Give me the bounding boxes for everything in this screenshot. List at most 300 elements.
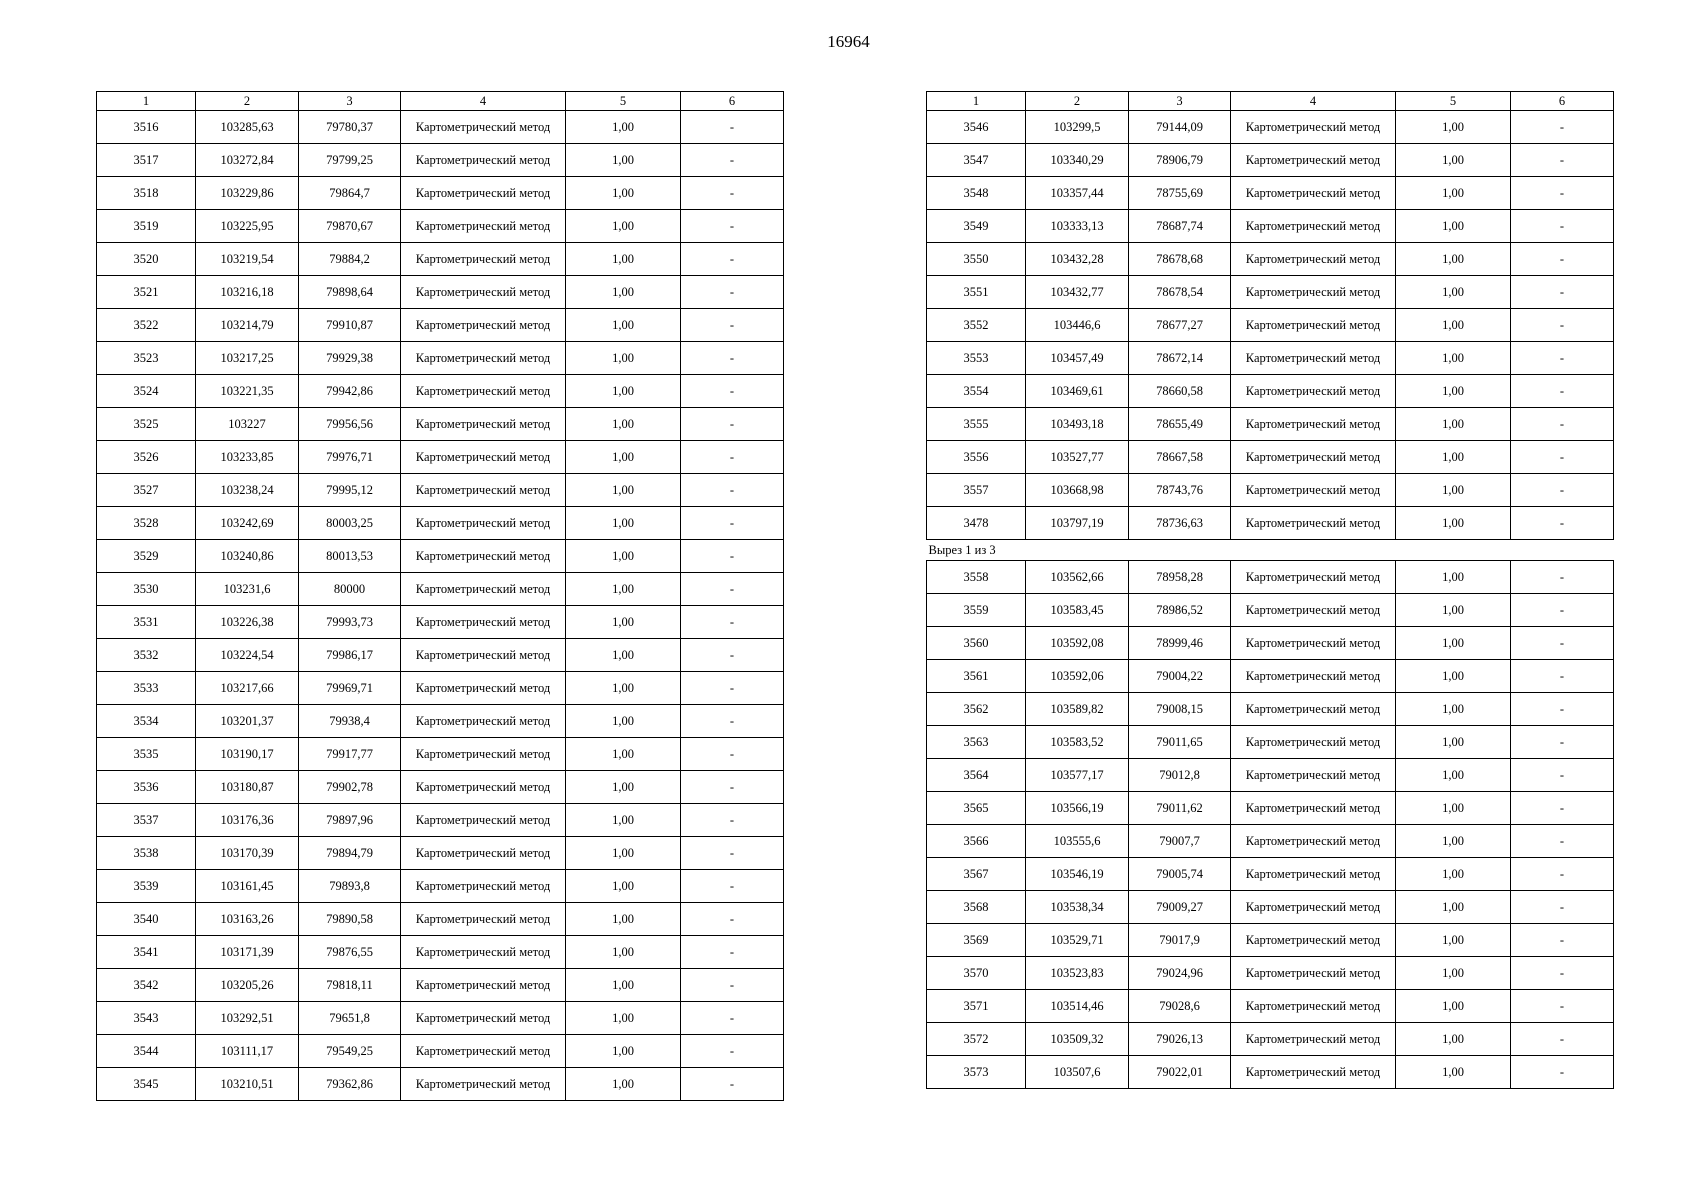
method-cell: Картометрический метод [401,969,566,1002]
accuracy-cell: 1,00 [566,1035,681,1068]
x-coordinate-cell: 103523,83 [1026,957,1129,990]
x-coordinate-cell: 103180,87 [196,771,299,804]
y-coordinate-cell: 79007,7 [1129,825,1231,858]
accuracy-cell: 1,00 [1396,144,1511,177]
note-cell: - [1511,858,1614,891]
note-cell: - [681,705,784,738]
x-coordinate-cell: 103469,61 [1026,375,1129,408]
note-cell: - [1511,276,1614,309]
point-number-cell: 3539 [97,870,196,903]
method-cell: Картометрический метод [401,507,566,540]
note-cell: - [1511,1023,1614,1056]
method-cell: Картометрический метод [1231,111,1396,144]
accuracy-cell: 1,00 [566,672,681,705]
y-coordinate-cell: 79890,58 [299,903,401,936]
table-header-row [927,92,1614,111]
method-cell: Картометрический метод [401,441,566,474]
x-coordinate-cell: 103205,26 [196,969,299,1002]
note-cell: - [1511,627,1614,660]
x-coordinate-cell: 103432,77 [1026,276,1129,309]
method-cell: Картометрический метод [401,276,566,309]
method-cell: Картометрический метод [1231,726,1396,759]
method-cell: Картометрический метод [1231,276,1396,309]
table-row [97,342,784,375]
note-cell: - [1511,375,1614,408]
accuracy-cell: 1,00 [566,936,681,969]
method-cell: Картометрический метод [1231,441,1396,474]
y-coordinate-cell: 79976,71 [299,441,401,474]
point-number-cell: 3555 [927,408,1026,441]
table-row [927,507,1614,540]
table-row [97,771,784,804]
column-header: 6 [681,92,784,111]
accuracy-cell: 1,00 [1396,375,1511,408]
note-cell: - [681,738,784,771]
column-header: 3 [1129,92,1231,111]
column-header: 4 [1231,92,1396,111]
point-number-cell: 3573 [927,1056,1026,1089]
y-coordinate-cell: 79549,25 [299,1035,401,1068]
method-cell: Картометрический метод [401,111,566,144]
table-row [927,594,1614,627]
y-coordinate-cell: 79942,86 [299,375,401,408]
method-cell: Картометрический метод [401,738,566,771]
method-cell: Картометрический метод [1231,660,1396,693]
column-header: 6 [1511,92,1614,111]
x-coordinate-cell: 103592,06 [1026,660,1129,693]
accuracy-cell: 1,00 [1396,276,1511,309]
note-cell: - [681,1035,784,1068]
table-row [97,738,784,771]
accuracy-cell: 1,00 [1396,474,1511,507]
note-cell: - [1511,660,1614,693]
point-number-cell: 3543 [97,1002,196,1035]
x-coordinate-cell: 103299,5 [1026,111,1129,144]
note-cell: - [1511,561,1614,594]
point-number-cell: 3549 [927,210,1026,243]
table-row [97,144,784,177]
x-coordinate-cell: 103171,39 [196,936,299,969]
point-number-cell: 3571 [927,990,1026,1023]
method-cell: Картометрический метод [401,309,566,342]
note-cell: - [681,936,784,969]
table-row [927,375,1614,408]
accuracy-cell: 1,00 [566,243,681,276]
note-cell: - [1511,924,1614,957]
table-row [927,1023,1614,1056]
note-cell: - [681,837,784,870]
note-cell: - [1511,309,1614,342]
table-row [97,243,784,276]
note-cell: - [1511,507,1614,540]
x-coordinate-cell: 103216,18 [196,276,299,309]
point-number-cell: 3560 [927,627,1026,660]
y-coordinate-cell: 79897,96 [299,804,401,837]
point-number-cell: 3519 [97,210,196,243]
point-number-cell: 3566 [927,825,1026,858]
table-row [97,276,784,309]
table-row [97,408,784,441]
note-cell: - [1511,474,1614,507]
x-coordinate-cell: 103225,95 [196,210,299,243]
y-coordinate-cell: 78906,79 [1129,144,1231,177]
table-row [927,792,1614,825]
table-row [927,627,1614,660]
table-row [927,276,1614,309]
method-cell: Картометрический метод [1231,891,1396,924]
accuracy-cell: 1,00 [566,408,681,441]
note-cell: - [1511,594,1614,627]
method-cell: Картометрический метод [1231,957,1396,990]
point-number-cell: 3532 [97,639,196,672]
method-cell: Картометрический метод [401,474,566,507]
method-cell: Картометрический метод [1231,507,1396,540]
point-number-cell: 3538 [97,837,196,870]
note-cell: - [1511,957,1614,990]
y-coordinate-cell: 79022,01 [1129,1056,1231,1089]
point-number-cell: 3554 [927,375,1026,408]
point-number-cell: 3541 [97,936,196,969]
method-cell: Картометрический метод [401,144,566,177]
table-row [927,858,1614,891]
note-cell: - [681,771,784,804]
y-coordinate-cell: 79024,96 [1129,957,1231,990]
accuracy-cell: 1,00 [1396,924,1511,957]
y-coordinate-cell: 79004,22 [1129,660,1231,693]
x-coordinate-cell: 103493,18 [1026,408,1129,441]
column-header: 1 [927,92,1026,111]
accuracy-cell: 1,00 [566,870,681,903]
x-coordinate-cell: 103163,26 [196,903,299,936]
table-row [97,837,784,870]
accuracy-cell: 1,00 [566,540,681,573]
table-row [97,903,784,936]
point-number-cell: 3552 [927,309,1026,342]
y-coordinate-cell: 78667,58 [1129,441,1231,474]
accuracy-cell: 1,00 [1396,1023,1511,1056]
method-cell: Картометрический метод [401,177,566,210]
accuracy-cell: 1,00 [1396,408,1511,441]
method-cell: Картометрический метод [1231,342,1396,375]
table-row [97,111,784,144]
method-cell: Картометрический метод [401,804,566,837]
y-coordinate-cell: 78958,28 [1129,561,1231,594]
accuracy-cell: 1,00 [566,309,681,342]
x-coordinate-cell: 103224,54 [196,639,299,672]
accuracy-cell: 1,00 [1396,342,1511,375]
method-cell: Картометрический метод [1231,210,1396,243]
y-coordinate-cell: 78999,46 [1129,627,1231,660]
x-coordinate-cell: 103333,13 [1026,210,1129,243]
x-coordinate-cell: 103589,82 [1026,693,1129,726]
accuracy-cell: 1,00 [566,1068,681,1101]
y-coordinate-cell: 79893,8 [299,870,401,903]
x-coordinate-cell: 103797,19 [1026,507,1129,540]
table-row [97,1035,784,1068]
x-coordinate-cell: 103210,51 [196,1068,299,1101]
accuracy-cell: 1,00 [566,177,681,210]
table-row [927,309,1614,342]
method-cell: Картометрический метод [1231,825,1396,858]
note-cell: - [1511,990,1614,1023]
point-number-cell: 3561 [927,660,1026,693]
point-number-cell: 3530 [97,573,196,606]
accuracy-cell: 1,00 [1396,693,1511,726]
point-number-cell: 3568 [927,891,1026,924]
method-cell: Картометрический метод [1231,177,1396,210]
table-row [97,606,784,639]
note-cell: - [681,408,784,441]
method-cell: Картометрический метод [1231,561,1396,594]
column-header: 1 [97,92,196,111]
note-cell: - [1511,210,1614,243]
x-coordinate-cell: 103432,28 [1026,243,1129,276]
section-row [927,540,1614,561]
x-coordinate-cell: 103229,86 [196,177,299,210]
table-row [927,759,1614,792]
y-coordinate-cell: 79870,67 [299,210,401,243]
table-row [97,870,784,903]
table-row [97,639,784,672]
point-number-cell: 3526 [97,441,196,474]
accuracy-cell: 1,00 [1396,858,1511,891]
accuracy-cell: 1,00 [1396,660,1511,693]
table-row [97,804,784,837]
y-coordinate-cell: 78678,68 [1129,243,1231,276]
point-number-cell: 3544 [97,1035,196,1068]
accuracy-cell: 1,00 [566,507,681,540]
method-cell: Картометрический метод [1231,792,1396,825]
table-row [97,507,784,540]
table-row [97,540,784,573]
point-number-cell: 3556 [927,441,1026,474]
x-coordinate-cell: 103583,52 [1026,726,1129,759]
x-coordinate-cell: 103509,32 [1026,1023,1129,1056]
table-row [927,891,1614,924]
table-row [927,726,1614,759]
table-row [927,408,1614,441]
method-cell: Картометрический метод [1231,1023,1396,1056]
point-number-cell: 3531 [97,606,196,639]
point-number-cell: 3546 [927,111,1026,144]
note-cell: - [1511,726,1614,759]
y-coordinate-cell: 78687,74 [1129,210,1231,243]
table-row [97,936,784,969]
table-row [97,177,784,210]
point-number-cell: 3535 [97,738,196,771]
y-coordinate-cell: 79362,86 [299,1068,401,1101]
y-coordinate-cell: 79969,71 [299,672,401,705]
method-cell: Картометрический метод [1231,594,1396,627]
note-cell: - [1511,441,1614,474]
y-coordinate-cell: 79884,2 [299,243,401,276]
y-coordinate-cell: 78736,63 [1129,507,1231,540]
column-header: 4 [401,92,566,111]
accuracy-cell: 1,00 [566,606,681,639]
y-coordinate-cell: 79008,15 [1129,693,1231,726]
note-cell: - [681,342,784,375]
point-number-cell: 3527 [97,474,196,507]
y-coordinate-cell: 79993,73 [299,606,401,639]
accuracy-cell: 1,00 [566,804,681,837]
note-cell: - [681,639,784,672]
x-coordinate-cell: 103217,66 [196,672,299,705]
method-cell: Картометрический метод [401,210,566,243]
method-cell: Картометрический метод [401,771,566,804]
point-number-cell: 3551 [927,276,1026,309]
accuracy-cell: 1,00 [566,276,681,309]
x-coordinate-cell: 103233,85 [196,441,299,474]
accuracy-cell: 1,00 [566,1002,681,1035]
point-number-cell: 3562 [927,693,1026,726]
point-number-cell: 3533 [97,672,196,705]
note-cell: - [1511,111,1614,144]
method-cell: Картометрический метод [401,936,566,969]
method-cell: Картометрический метод [401,540,566,573]
x-coordinate-cell: 103219,54 [196,243,299,276]
accuracy-cell: 1,00 [566,111,681,144]
y-coordinate-cell: 79995,12 [299,474,401,507]
method-cell: Картометрический метод [1231,243,1396,276]
y-coordinate-cell: 78986,52 [1129,594,1231,627]
y-coordinate-cell: 79028,6 [1129,990,1231,1023]
y-coordinate-cell: 78678,54 [1129,276,1231,309]
x-coordinate-cell: 103340,29 [1026,144,1129,177]
table-row [927,957,1614,990]
accuracy-cell: 1,00 [566,903,681,936]
method-cell: Картометрический метод [1231,693,1396,726]
x-coordinate-cell: 103176,36 [196,804,299,837]
x-coordinate-cell: 103546,19 [1026,858,1129,891]
column-header: 2 [196,92,299,111]
point-number-cell: 3569 [927,924,1026,957]
point-number-cell: 3553 [927,342,1026,375]
x-coordinate-cell: 103357,44 [1026,177,1129,210]
y-coordinate-cell: 80000 [299,573,401,606]
accuracy-cell: 1,00 [566,144,681,177]
y-coordinate-cell: 78755,69 [1129,177,1231,210]
x-coordinate-cell: 103457,49 [1026,342,1129,375]
y-coordinate-cell: 79956,56 [299,408,401,441]
x-coordinate-cell: 103238,24 [196,474,299,507]
y-coordinate-cell: 78672,14 [1129,342,1231,375]
note-cell: - [681,177,784,210]
y-coordinate-cell: 79011,62 [1129,792,1231,825]
x-coordinate-cell: 103214,79 [196,309,299,342]
note-cell: - [1511,891,1614,924]
table-row [97,375,784,408]
method-cell: Картометрический метод [401,408,566,441]
accuracy-cell: 1,00 [1396,210,1511,243]
method-cell: Картометрический метод [401,639,566,672]
method-cell: Картометрический метод [401,606,566,639]
x-coordinate-cell: 103240,86 [196,540,299,573]
table-row [927,474,1614,507]
x-coordinate-cell: 103292,51 [196,1002,299,1035]
x-coordinate-cell: 103231,6 [196,573,299,606]
table-row [927,990,1614,1023]
accuracy-cell: 1,00 [566,474,681,507]
y-coordinate-cell: 79017,9 [1129,924,1231,957]
accuracy-cell: 1,00 [1396,441,1511,474]
x-coordinate-cell: 103538,34 [1026,891,1129,924]
accuracy-cell: 1,00 [566,210,681,243]
accuracy-cell: 1,00 [1396,243,1511,276]
note-cell: - [1511,408,1614,441]
method-cell: Картометрический метод [1231,474,1396,507]
note-cell: - [681,903,784,936]
accuracy-cell: 1,00 [1396,792,1511,825]
x-coordinate-cell: 103285,63 [196,111,299,144]
note-cell: - [681,573,784,606]
table-row [97,969,784,1002]
accuracy-cell: 1,00 [566,375,681,408]
point-number-cell: 3534 [97,705,196,738]
note-cell: - [1511,792,1614,825]
note-cell: - [681,606,784,639]
method-cell: Картометрический метод [401,837,566,870]
x-coordinate-cell: 103566,19 [1026,792,1129,825]
accuracy-cell: 1,00 [1396,309,1511,342]
x-coordinate-cell: 103161,45 [196,870,299,903]
point-number-cell: 3521 [97,276,196,309]
point-number-cell: 3550 [927,243,1026,276]
note-cell: - [1511,825,1614,858]
y-coordinate-cell: 79005,74 [1129,858,1231,891]
y-coordinate-cell: 79012,8 [1129,759,1231,792]
method-cell: Картометрический метод [1231,144,1396,177]
accuracy-cell: 1,00 [566,705,681,738]
x-coordinate-cell: 103555,6 [1026,825,1129,858]
table-row [927,144,1614,177]
accuracy-cell: 1,00 [566,573,681,606]
x-coordinate-cell: 103221,35 [196,375,299,408]
x-coordinate-cell: 103562,66 [1026,561,1129,594]
table-row [97,1002,784,1035]
note-cell: - [1511,144,1614,177]
accuracy-cell: 1,00 [1396,957,1511,990]
table-row [927,561,1614,594]
y-coordinate-cell: 79938,4 [299,705,401,738]
point-number-cell: 3548 [927,177,1026,210]
accuracy-cell: 1,00 [1396,111,1511,144]
method-cell: Картометрический метод [1231,759,1396,792]
point-number-cell: 3542 [97,969,196,1002]
table-row [927,243,1614,276]
y-coordinate-cell: 79894,79 [299,837,401,870]
method-cell: Картометрический метод [1231,408,1396,441]
point-number-cell: 3522 [97,309,196,342]
note-cell: - [681,375,784,408]
accuracy-cell: 1,00 [1396,990,1511,1023]
note-cell: - [681,870,784,903]
x-coordinate-cell: 103577,17 [1026,759,1129,792]
x-coordinate-cell: 103592,08 [1026,627,1129,660]
accuracy-cell: 1,00 [566,342,681,375]
right-coordinates-table [926,91,1614,1089]
method-cell: Картометрический метод [1231,375,1396,408]
note-cell: - [681,474,784,507]
table-row [927,111,1614,144]
x-coordinate-cell: 103527,77 [1026,441,1129,474]
accuracy-cell: 1,00 [1396,627,1511,660]
point-number-cell: 3528 [97,507,196,540]
table-row [927,342,1614,375]
accuracy-cell: 1,00 [566,441,681,474]
table-row [97,474,784,507]
table-row [97,441,784,474]
x-coordinate-cell: 103507,6 [1026,1056,1129,1089]
